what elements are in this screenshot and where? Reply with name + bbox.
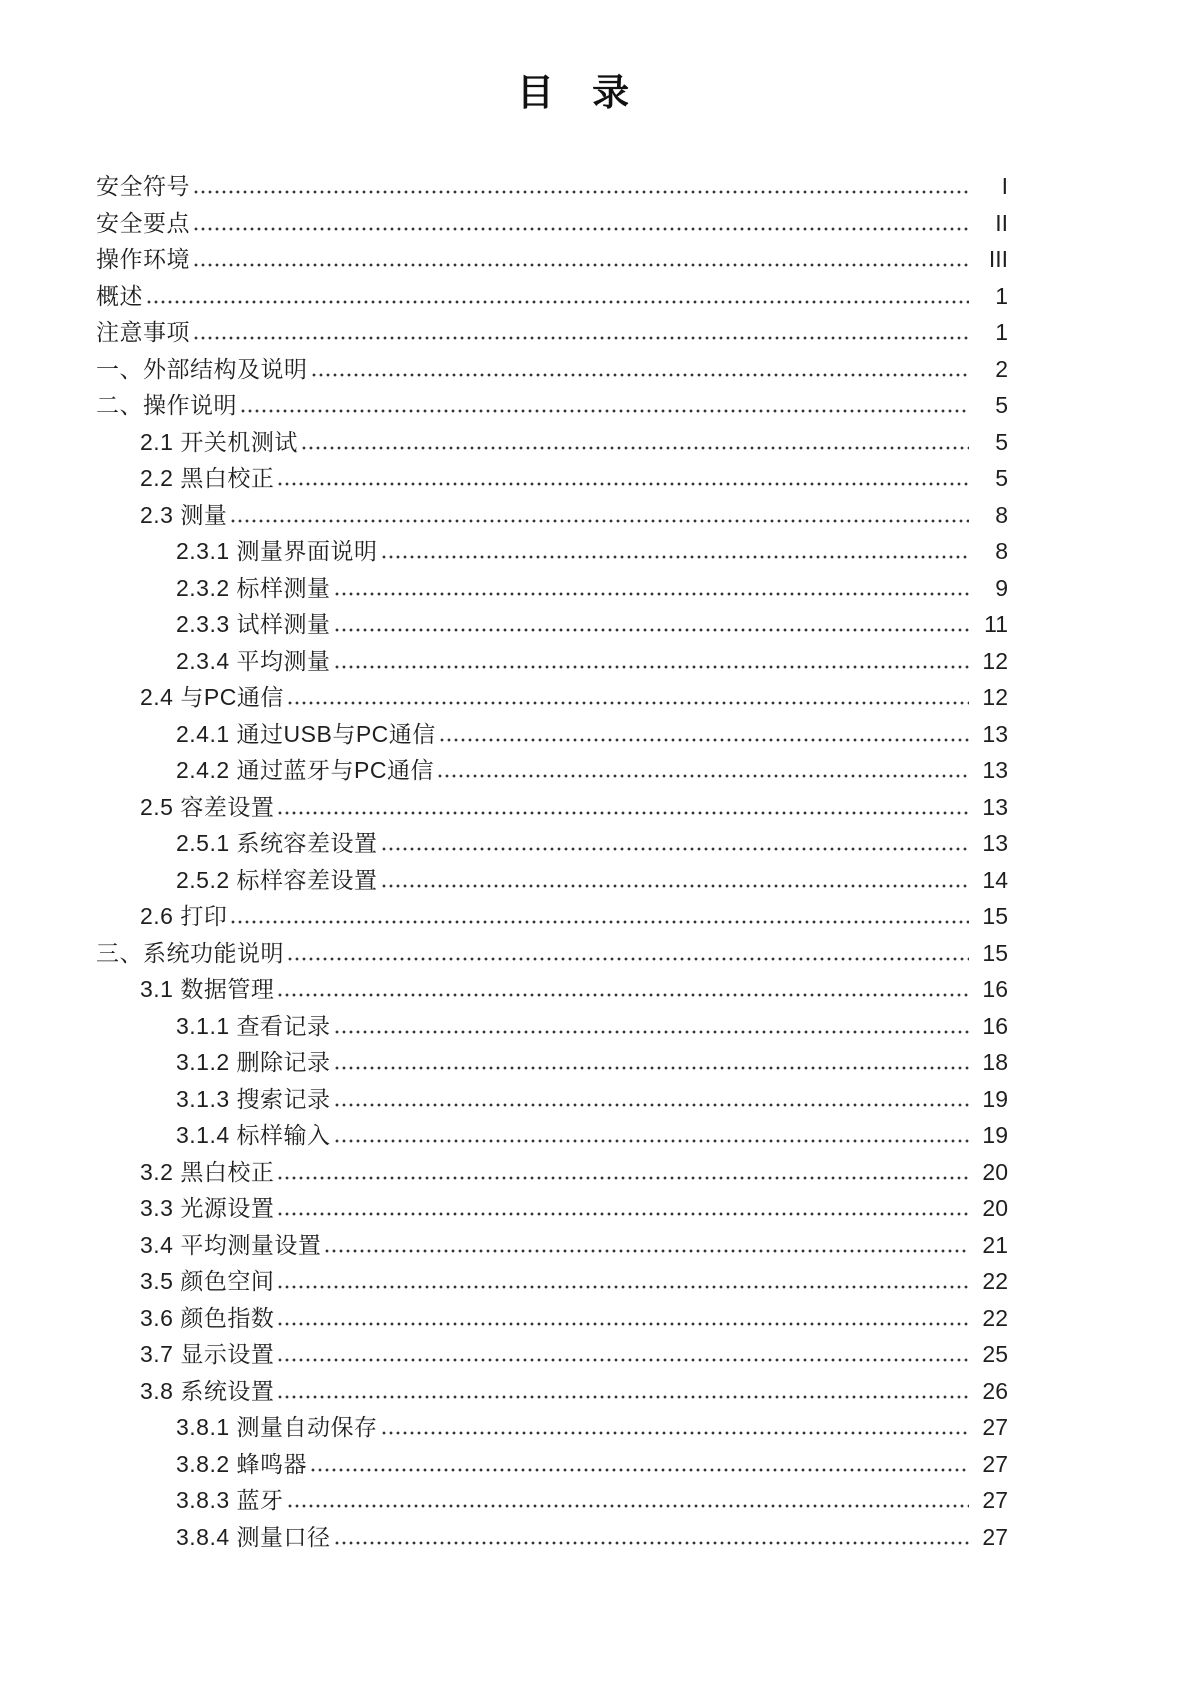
toc-entry-page: 16 xyxy=(982,976,1008,1002)
dotted-leader xyxy=(335,1030,969,1034)
toc-entry[interactable] xyxy=(96,1154,1008,1191)
toc-entry-label: 3.2 黑白校正 xyxy=(140,1158,275,1185)
toc-entry-label: 概述 xyxy=(96,282,143,309)
page-title: 目 录 xyxy=(516,72,644,113)
toc-entry-page: 5 xyxy=(995,465,1008,491)
toc-entry-page: 15 xyxy=(982,939,1008,966)
dotted-leader xyxy=(278,993,969,997)
dotted-leader xyxy=(288,957,969,961)
toc-entry[interactable] xyxy=(96,679,1008,716)
toc-entry-label: 2.4 与PC通信 xyxy=(140,684,284,710)
toc-entry[interactable] xyxy=(96,789,1008,826)
toc-entry-label: 2.3.2 标样测量 xyxy=(176,574,331,601)
toc-entry-label: 二、操作说明 xyxy=(96,392,237,418)
toc-entry-label: 2.4.1 通过USB与PC通信 xyxy=(176,720,436,747)
toc-entry[interactable] xyxy=(96,424,1008,461)
toc-entry[interactable] xyxy=(96,1117,1008,1154)
toc-entry-page: 13 xyxy=(982,793,1008,820)
toc-entry-label: 3.8 系统设置 xyxy=(140,1377,275,1404)
dotted-leader xyxy=(278,1176,969,1180)
toc-entry[interactable] xyxy=(96,1190,1008,1227)
toc-entry-page: 5 xyxy=(995,392,1008,418)
dotted-leader xyxy=(311,1468,969,1472)
toc-entry[interactable] xyxy=(96,935,1008,972)
toc-entry-page: II xyxy=(995,209,1008,236)
toc-entry[interactable] xyxy=(96,1373,1008,1410)
dotted-leader xyxy=(288,701,969,705)
toc-entry[interactable] xyxy=(96,1081,1008,1118)
toc-entry[interactable] xyxy=(96,643,1008,680)
dotted-leader xyxy=(382,847,969,851)
toc-entry[interactable] xyxy=(96,862,1008,899)
toc-entry[interactable] xyxy=(96,1300,1008,1337)
toc-entry[interactable] xyxy=(96,1008,1008,1045)
toc-entry-page: 5 xyxy=(995,428,1008,455)
toc-list xyxy=(96,168,1008,1555)
toc-entry-label: 3.6 颜色指数 xyxy=(140,1304,275,1331)
toc-entry-page: 27 xyxy=(982,1450,1008,1477)
toc-entry[interactable] xyxy=(96,314,1008,351)
toc-entry[interactable] xyxy=(96,387,1008,424)
toc-entry-label: 3.1 数据管理 xyxy=(140,976,275,1002)
toc-entry-label: 3.1.3 搜索记录 xyxy=(176,1085,331,1112)
toc-entry-page: 27 xyxy=(982,1414,1008,1440)
toc-entry-page: 13 xyxy=(982,757,1008,783)
toc-entry-label: 3.1.1 查看记录 xyxy=(176,1012,331,1039)
dotted-leader xyxy=(278,1212,969,1216)
toc-entry-label: 安全符号 xyxy=(96,173,190,199)
dotted-leader xyxy=(278,1285,969,1289)
toc-entry-label: 3.8.1 测量自动保存 xyxy=(176,1414,378,1440)
toc-entry[interactable] xyxy=(96,497,1008,534)
dotted-leader xyxy=(312,373,970,377)
dotted-leader xyxy=(302,446,969,450)
toc-entry[interactable] xyxy=(96,351,1008,388)
toc-entry-page: 22 xyxy=(982,1268,1008,1294)
toc-entry[interactable] xyxy=(96,168,1008,205)
toc-entry[interactable] xyxy=(96,716,1008,753)
toc-entry[interactable] xyxy=(96,1044,1008,1081)
dotted-leader xyxy=(278,1322,969,1326)
toc-entry-page: 15 xyxy=(982,903,1008,929)
toc-entry[interactable] xyxy=(96,1409,1008,1446)
dotted-leader xyxy=(231,920,969,924)
toc-entry[interactable] xyxy=(96,1519,1008,1556)
toc-entry-page: 20 xyxy=(982,1195,1008,1221)
toc-entry-page: 8 xyxy=(995,501,1008,528)
toc-entry[interactable] xyxy=(96,1227,1008,1264)
toc-entry-page: 1 xyxy=(995,319,1008,345)
dotted-leader xyxy=(335,665,969,669)
toc-entry-page: 27 xyxy=(982,1523,1008,1550)
dotted-leader xyxy=(382,1431,969,1435)
toc-entry-label: 2.5.2 标样容差设置 xyxy=(176,866,378,893)
toc-entry[interactable] xyxy=(96,241,1008,278)
toc-entry[interactable] xyxy=(96,1482,1008,1519)
toc-entry-label: 3.5 颜色空间 xyxy=(140,1268,275,1294)
toc-entry-page: 8 xyxy=(995,538,1008,564)
toc-entry-page: I xyxy=(1001,173,1008,199)
dotted-leader xyxy=(335,628,969,632)
toc-entry-label: 3.1.4 标样输入 xyxy=(176,1122,331,1148)
toc-entry[interactable] xyxy=(96,898,1008,935)
dotted-leader xyxy=(382,884,969,888)
toc-entry-page: 13 xyxy=(982,830,1008,856)
toc-entry[interactable] xyxy=(96,570,1008,607)
toc-entry-page: 9 xyxy=(995,574,1008,601)
dotted-leader xyxy=(194,336,969,340)
dotted-leader xyxy=(278,482,969,486)
toc-entry-page: 14 xyxy=(982,866,1008,893)
toc-entry-page: 26 xyxy=(982,1377,1008,1404)
toc-entry-label: 3.8.2 蜂鸣器 xyxy=(176,1450,308,1477)
toc-entry-label: 2.5 容差设置 xyxy=(140,793,275,820)
toc-entry-page: 19 xyxy=(982,1122,1008,1148)
dotted-leader xyxy=(335,1139,969,1143)
toc-entry-label: 安全要点 xyxy=(96,209,190,236)
toc-entry-label: 3.8.4 测量口径 xyxy=(176,1523,331,1550)
dotted-leader xyxy=(278,1358,969,1362)
toc-entry-label: 2.3.3 试样测量 xyxy=(176,611,331,637)
toc-entry[interactable] xyxy=(96,1446,1008,1483)
toc-entry[interactable] xyxy=(96,825,1008,862)
toc-entry-page: III xyxy=(988,246,1008,272)
dotted-leader xyxy=(335,1066,969,1070)
toc-entry-label: 3.3 光源设置 xyxy=(140,1195,275,1221)
dotted-leader xyxy=(440,738,969,742)
toc-entry[interactable] xyxy=(96,606,1008,643)
toc-entry-page: 13 xyxy=(982,720,1008,747)
toc-entry[interactable] xyxy=(96,1263,1008,1300)
toc-entry[interactable] xyxy=(96,752,1008,789)
toc-entry[interactable] xyxy=(96,460,1008,497)
dotted-leader xyxy=(278,1395,969,1399)
toc-entry[interactable] xyxy=(96,278,1008,315)
toc-entry-page: 16 xyxy=(982,1012,1008,1039)
toc-entry-page: 25 xyxy=(982,1341,1008,1367)
dotted-leader xyxy=(241,409,969,413)
toc-entry-label: 3.8.3 蓝牙 xyxy=(176,1487,284,1513)
toc-entry-page: 22 xyxy=(982,1304,1008,1331)
dotted-leader xyxy=(231,519,969,523)
toc-entry-page: 27 xyxy=(982,1487,1008,1513)
toc-entry-page: 12 xyxy=(982,684,1008,710)
toc-entry-page: 1 xyxy=(995,282,1008,309)
dotted-leader xyxy=(335,1103,969,1107)
toc-entry-page: 21 xyxy=(982,1231,1008,1258)
toc-entry-page: 18 xyxy=(982,1049,1008,1075)
toc-entry-label: 3.1.2 删除记录 xyxy=(176,1049,331,1075)
toc-entry-label: 2.3.1 测量界面说明 xyxy=(176,538,378,564)
dotted-leader xyxy=(194,263,969,267)
dotted-leader xyxy=(147,300,969,304)
toc-entry-label: 2.1 开关机测试 xyxy=(140,428,298,455)
dotted-leader xyxy=(288,1504,969,1508)
dotted-leader xyxy=(194,227,969,231)
toc-entry-page: 2 xyxy=(995,355,1008,382)
dotted-leader xyxy=(335,1541,969,1545)
toc-entry-page: 12 xyxy=(982,647,1008,674)
toc-entry-page: 11 xyxy=(984,611,1008,637)
toc-entry-label: 一、外部结构及说明 xyxy=(96,355,308,382)
toc-entry-page: 20 xyxy=(982,1158,1008,1185)
toc-entry-label: 注意事项 xyxy=(96,319,190,345)
dotted-leader xyxy=(325,1249,969,1253)
dotted-leader xyxy=(382,555,969,559)
toc-entry[interactable] xyxy=(96,205,1008,242)
toc-entry-label: 2.6 打印 xyxy=(140,903,228,929)
dotted-leader xyxy=(438,774,969,778)
toc-entry-label: 3.7 显示设置 xyxy=(140,1341,275,1367)
toc-entry-label: 三、系统功能说明 xyxy=(96,939,284,966)
toc-entry-label: 2.3.4 平均测量 xyxy=(176,647,331,674)
toc-entry-label: 2.4.2 通过蓝牙与PC通信 xyxy=(176,757,434,783)
toc-entry-label: 操作环境 xyxy=(96,246,190,272)
toc-entry-label: 3.4 平均测量设置 xyxy=(140,1231,322,1258)
dotted-leader xyxy=(194,190,969,194)
dotted-leader xyxy=(335,592,969,596)
toc-entry-label: 2.3 测量 xyxy=(140,501,228,528)
toc-entry[interactable] xyxy=(96,533,1008,570)
toc-entry-label: 2.2 黑白校正 xyxy=(140,465,275,491)
toc-entry[interactable] xyxy=(96,1336,1008,1373)
toc-entry-page: 19 xyxy=(982,1085,1008,1112)
toc-entry[interactable] xyxy=(96,971,1008,1008)
toc-entry-label: 2.5.1 系统容差设置 xyxy=(176,830,378,856)
dotted-leader xyxy=(278,811,969,815)
